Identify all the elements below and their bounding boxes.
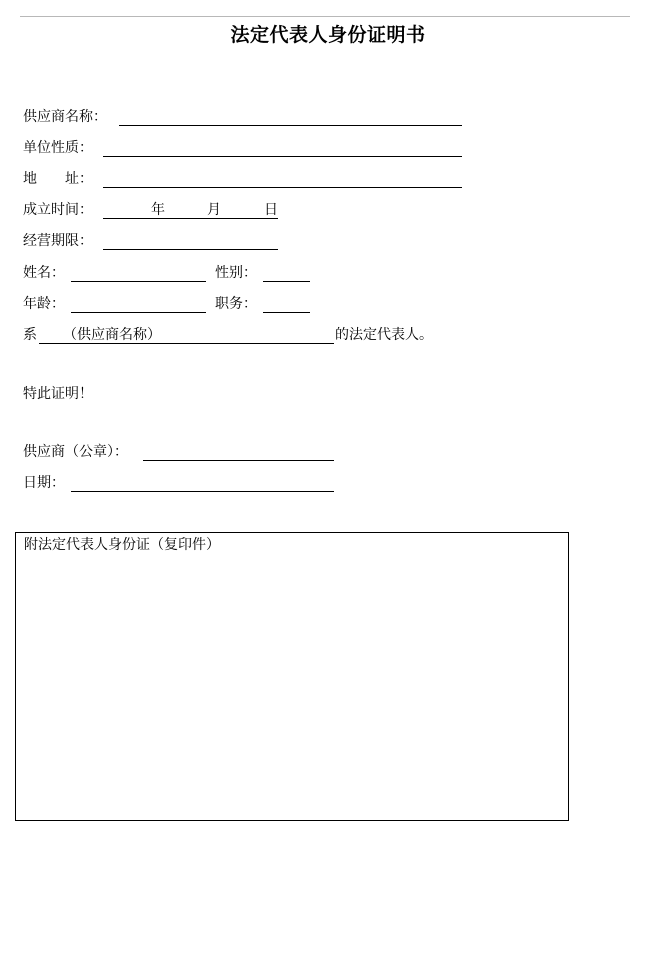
address-label: 地 址：	[23, 171, 93, 187]
date-label: 日期：	[23, 475, 65, 491]
supplier-seal-label: 供应商（公章）：	[23, 444, 128, 460]
date-field[interactable]	[71, 473, 334, 492]
unit-nature-field[interactable]	[103, 138, 462, 157]
established-date-field[interactable]	[103, 200, 278, 219]
age-label: 年龄：	[23, 296, 65, 312]
statement-supplier-placeholder: （供应商名称）	[63, 327, 161, 343]
unit-nature-label: 单位性质：	[23, 140, 93, 156]
year-label: 年	[151, 202, 165, 218]
supplier-name-field[interactable]	[119, 107, 462, 126]
statement-suffix: 的法定代表人。	[335, 327, 433, 343]
month-label: 月	[207, 202, 221, 218]
certify-text: 特此证明！	[23, 386, 93, 402]
operating-period-label: 经营期限：	[23, 233, 93, 249]
established-label: 成立时间：	[23, 202, 93, 218]
position-field[interactable]	[263, 294, 310, 313]
age-field[interactable]	[71, 294, 206, 313]
gender-field[interactable]	[263, 263, 310, 282]
attachment-label: 附法定代表人身份证（复印件）	[24, 537, 220, 553]
page-title: 法定代表人身份证明书	[230, 24, 426, 46]
name-label: 姓名：	[23, 265, 65, 281]
statement-prefix: 系	[23, 327, 37, 343]
gender-label: 性别：	[215, 265, 257, 281]
name-field[interactable]	[71, 263, 206, 282]
address-field[interactable]	[103, 169, 462, 188]
supplier-seal-field[interactable]	[143, 442, 334, 461]
position-label: 职务：	[215, 296, 257, 312]
day-label: 日	[264, 202, 278, 218]
operating-period-field[interactable]	[103, 231, 278, 250]
top-divider	[20, 16, 630, 17]
id-copy-attachment-box[interactable]	[15, 532, 569, 821]
supplier-name-label: 供应商名称：	[23, 109, 107, 125]
